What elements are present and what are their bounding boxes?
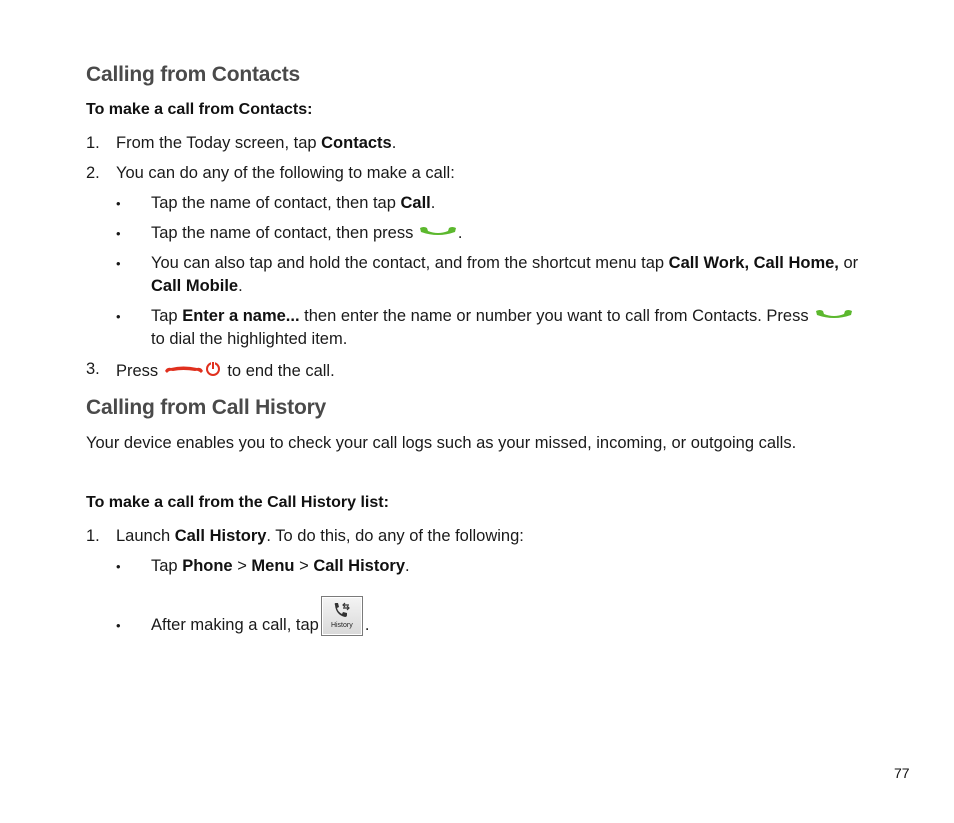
step-number: 3. [86,360,100,378]
step-3-text: Press to end the call. [116,360,335,383]
history-bullet-1-text: Tap Phone > Menu > Call History. [151,557,410,575]
bullet-2-text: Tap the name of contact, then press . [151,224,463,242]
bullet-4-line1: Tap Enter a name... then enter the name or number you want to call from Contacts. Press [151,307,855,326]
bullet-3-line2: Call Mobile. [151,277,243,295]
bullet-marker: • [116,196,121,211]
section-title-call-history: Calling from Call History [86,396,327,419]
step-number: 2. [86,164,100,182]
bullet-1-text: Tap the name of contact, then tap Call. [151,194,436,212]
bullet-marker: • [116,226,121,241]
bullet-marker: • [116,618,121,633]
call-history-button[interactable] [321,596,363,636]
bullet-marker: • [116,309,121,324]
section-title-contacts: Calling from Contacts [86,63,300,86]
step-2-text: You can do any of the following to make a call: [116,164,455,182]
history-bullet-2-text: After making a call, tap History . [151,596,369,636]
red-end-call-icon [163,360,223,383]
page-number: 77 [894,765,910,781]
subheading-call-history: To make a call from the Call History list: [86,494,389,511]
green-call-icon [813,307,855,326]
intro-text: Your device enables you to check your call logs such as your missed, incoming, or outgoing calls. [86,434,797,452]
bullet-marker: • [116,256,121,271]
history-button-label: History [330,622,353,629]
bullet-4-line2: to dial the highlighted item. [151,330,348,348]
subheading-contacts: To make a call from Contacts: [86,101,313,118]
call-history-icon [333,602,351,618]
history-step-1-text: Launch Call History. To do this, do any of the following: [116,527,524,545]
bullet-3-line1: You can also tap and hold the contact, and from the shortcut menu tap Call Work, Call Home, or [151,254,859,272]
step-number: 1. [86,527,100,545]
step-1-text: From the Today screen, tap Contacts. [116,134,397,152]
step-number: 1. [86,134,100,152]
bullet-marker: • [116,559,121,574]
green-call-icon [418,224,458,243]
